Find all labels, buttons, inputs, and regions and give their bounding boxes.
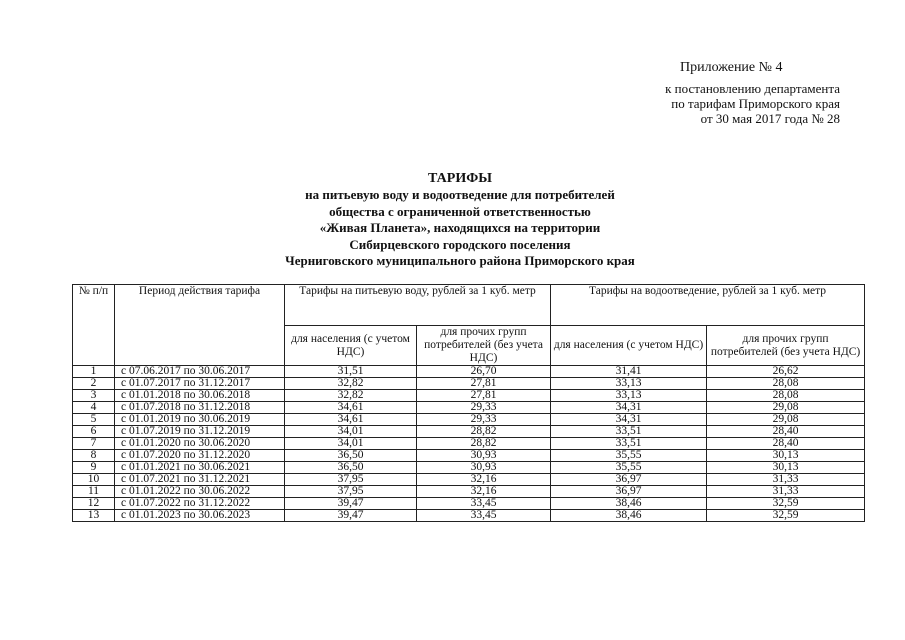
cell-water-population: 39,47	[285, 498, 417, 510]
cell-water-population: 32,82	[285, 390, 417, 402]
cell-sewage-population: 38,46	[551, 510, 707, 522]
cell-sewage-other: 28,40	[707, 438, 865, 450]
cell-sewage-population: 33,51	[551, 426, 707, 438]
cell-period: с 01.07.2019 по 31.12.2019	[115, 426, 285, 438]
cell-water-other: 33,45	[417, 510, 551, 522]
cell-water-other: 32,16	[417, 474, 551, 486]
cell-period: с 01.07.2017 по 31.12.2017	[115, 378, 285, 390]
cell-period: с 01.01.2020 по 30.06.2020	[115, 438, 285, 450]
cell-sewage-other: 32,59	[707, 498, 865, 510]
cell-number: 5	[73, 414, 115, 426]
document-title: ТАРИФЫ	[428, 171, 492, 186]
cell-sewage-other: 29,08	[707, 402, 865, 414]
header-sewage-population: для населения (с учетом НДС)	[551, 326, 707, 366]
cell-sewage-other: 32,59	[707, 510, 865, 522]
cell-period: с 01.07.2021 по 31.12.2021	[115, 474, 285, 486]
cell-number: 4	[73, 402, 115, 414]
cell-water-other: 30,93	[417, 462, 551, 474]
table-row	[73, 390, 865, 402]
title-line: «Живая Планета», находящихся на территории	[319, 220, 601, 235]
decree-line: к постановлению департамента	[665, 81, 840, 96]
document-title-block	[200, 170, 720, 270]
cell-water-population: 34,01	[285, 438, 417, 450]
table-row	[73, 378, 865, 390]
cell-number: 6	[73, 426, 115, 438]
table-row	[73, 366, 865, 378]
decree-line: по тарифам Приморского края	[671, 96, 840, 111]
header-num: № п/п	[73, 285, 115, 366]
header-water-other: для прочих групп потребителей (без учета НДС)	[417, 326, 551, 366]
cell-sewage-other: 26,62	[707, 366, 865, 378]
cell-water-population: 31,51	[285, 366, 417, 378]
cell-period: с 01.01.2019 по 30.06.2019	[115, 414, 285, 426]
cell-number: 7	[73, 438, 115, 450]
cell-sewage-population: 34,31	[551, 402, 707, 414]
cell-sewage-other: 28,08	[707, 378, 865, 390]
header-water-population: для населения (с учетом НДС)	[285, 326, 417, 366]
table-row	[73, 462, 865, 474]
table-row	[73, 450, 865, 462]
cell-water-other: 26,70	[417, 366, 551, 378]
cell-sewage-other: 28,40	[707, 426, 865, 438]
cell-number: 10	[73, 474, 115, 486]
header-water: Тарифы на питьевую воду, рублей за 1 куб. метр	[285, 285, 551, 326]
cell-sewage-population: 33,13	[551, 378, 707, 390]
cell-period: с 07.06.2017 по 30.06.2017	[115, 366, 285, 378]
cell-period: с 01.01.2022 по 30.06.2022	[115, 486, 285, 498]
cell-number: 9	[73, 462, 115, 474]
cell-water-other: 27,81	[417, 378, 551, 390]
table-row	[73, 438, 865, 450]
cell-water-other: 28,82	[417, 438, 551, 450]
appendix-label: Приложение № 4	[680, 60, 783, 75]
cell-sewage-other: 30,13	[707, 450, 865, 462]
cell-water-other: 32,16	[417, 486, 551, 498]
table-row	[73, 402, 865, 414]
cell-sewage-population: 35,55	[551, 462, 707, 474]
cell-water-population: 39,47	[285, 510, 417, 522]
table-row	[73, 498, 865, 510]
cell-period: с 01.07.2022 по 31.12.2022	[115, 498, 285, 510]
table-row	[73, 414, 865, 426]
cell-water-population: 36,50	[285, 462, 417, 474]
title-line: Черниговского муниципального района Приморского края	[285, 253, 635, 268]
cell-number: 13	[73, 510, 115, 522]
cell-sewage-population: 33,51	[551, 438, 707, 450]
cell-water-population: 32,82	[285, 378, 417, 390]
cell-sewage-other: 31,33	[707, 486, 865, 498]
header-sewage-other: для прочих групп потребителей (без учета НДС)	[707, 326, 865, 366]
cell-water-population: 34,61	[285, 402, 417, 414]
table-row	[73, 474, 865, 486]
cell-sewage-population: 38,46	[551, 498, 707, 510]
cell-water-population: 37,95	[285, 486, 417, 498]
tariffs-table	[72, 284, 865, 522]
cell-sewage-population: 36,97	[551, 474, 707, 486]
table-row	[73, 486, 865, 498]
cell-number: 3	[73, 390, 115, 402]
title-line: Сибирцевского городского поселения	[349, 236, 571, 252]
cell-period: с 01.01.2023 по 30.06.2023	[115, 510, 285, 522]
cell-water-other: 33,45	[417, 498, 551, 510]
title-line: общества с ограниченной ответственностью	[329, 203, 591, 219]
cell-period: с 01.01.2021 по 30.06.2021	[115, 462, 285, 474]
cell-water-population: 36,50	[285, 450, 417, 462]
cell-sewage-other: 31,33	[707, 474, 865, 486]
cell-water-population: 34,01	[285, 426, 417, 438]
cell-water-other: 29,33	[417, 402, 551, 414]
header-period: Период действия тарифа	[115, 285, 285, 366]
cell-number: 8	[73, 450, 115, 462]
decree-line: от 30 мая 2017 года № 28	[700, 111, 840, 126]
cell-sewage-population: 33,13	[551, 390, 707, 402]
cell-number: 1	[73, 366, 115, 378]
cell-sewage-other: 30,13	[707, 462, 865, 474]
cell-water-other: 29,33	[417, 414, 551, 426]
cell-water-other: 30,93	[417, 450, 551, 462]
cell-period: с 01.07.2018 по 31.12.2018	[115, 402, 285, 414]
header-sewage: Тарифы на водоотведение, рублей за 1 куб. метр	[551, 285, 865, 326]
cell-water-other: 28,82	[417, 426, 551, 438]
cell-number: 2	[73, 378, 115, 390]
cell-sewage-other: 28,08	[707, 390, 865, 402]
title-line: на питьевую воду и водоотведение для потребителей	[305, 187, 615, 202]
cell-period: с 01.07.2020 по 31.12.2020	[115, 450, 285, 462]
cell-water-population: 34,61	[285, 414, 417, 426]
cell-number: 12	[73, 498, 115, 510]
table-row	[73, 510, 865, 522]
cell-water-other: 27,81	[417, 390, 551, 402]
decree-reference	[600, 81, 840, 126]
cell-sewage-population: 35,55	[551, 450, 707, 462]
table-row	[73, 426, 865, 438]
cell-water-population: 37,95	[285, 474, 417, 486]
cell-sewage-population: 34,31	[551, 414, 707, 426]
cell-sewage-population: 31,41	[551, 366, 707, 378]
tariffs-table-body	[73, 366, 865, 522]
cell-sewage-population: 36,97	[551, 486, 707, 498]
cell-sewage-other: 29,08	[707, 414, 865, 426]
cell-number: 11	[73, 486, 115, 498]
cell-period: с 01.01.2018 по 30.06.2018	[115, 390, 285, 402]
